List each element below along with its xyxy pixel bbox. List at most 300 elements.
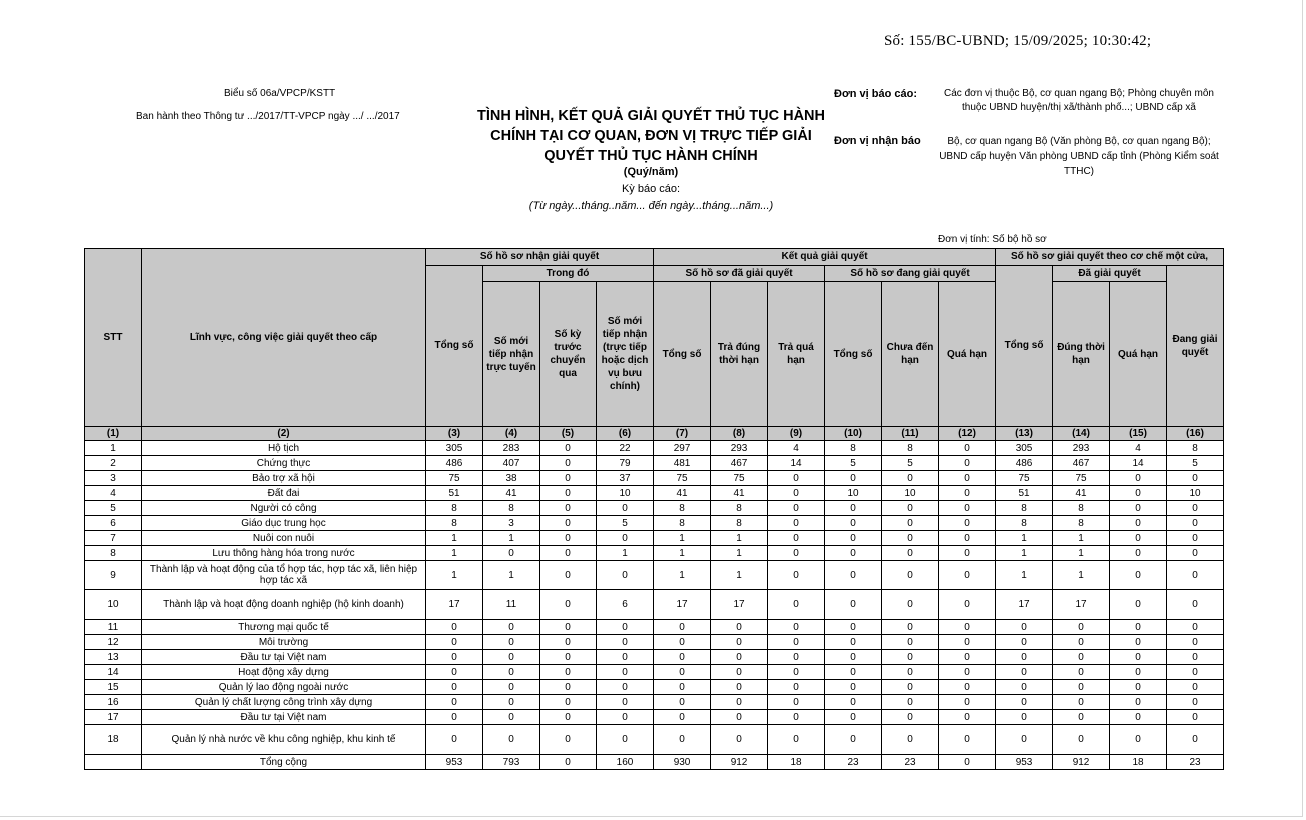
header-on-time: Trả đúng thời hạn bbox=[711, 282, 768, 427]
row-value: 1 bbox=[426, 561, 483, 590]
row-value: 75 bbox=[711, 471, 768, 486]
row-value: 0 bbox=[882, 471, 939, 486]
row-value: 5 bbox=[1167, 456, 1224, 471]
row-value: 17 bbox=[711, 590, 768, 620]
row-value: 283 bbox=[483, 441, 540, 456]
row-value: 0 bbox=[996, 620, 1053, 635]
col-number: (11) bbox=[882, 427, 939, 441]
row-value: 0 bbox=[1167, 531, 1224, 546]
row-value: 0 bbox=[939, 725, 996, 755]
header-received-total: Tổng số bbox=[426, 265, 483, 427]
row-value: 0 bbox=[711, 650, 768, 665]
row-value: 17 bbox=[996, 590, 1053, 620]
row-value: 75 bbox=[654, 471, 711, 486]
row-value: 41 bbox=[654, 486, 711, 501]
row-stt: 11 bbox=[85, 620, 142, 635]
row-value: 0 bbox=[483, 695, 540, 710]
row-value: 1 bbox=[996, 531, 1053, 546]
row-field-name: Môi trường bbox=[142, 635, 426, 650]
row-value: 11 bbox=[483, 590, 540, 620]
row-value: 0 bbox=[939, 710, 996, 725]
row-value: 0 bbox=[882, 590, 939, 620]
row-value: 0 bbox=[540, 561, 597, 590]
row-value: 6 bbox=[597, 590, 654, 620]
row-value: 0 bbox=[597, 501, 654, 516]
row-value: 0 bbox=[882, 695, 939, 710]
row-value: 0 bbox=[825, 635, 882, 650]
row-stt: 9 bbox=[85, 561, 142, 590]
row-value: 0 bbox=[711, 710, 768, 725]
document-number: Số: 155/BC-UBND; 15/09/2025; 10:30:42; bbox=[884, 33, 1152, 49]
row-value: 0 bbox=[1167, 725, 1224, 755]
row-value: 0 bbox=[825, 695, 882, 710]
row-stt: 1 bbox=[85, 441, 142, 456]
col-number: (12) bbox=[939, 427, 996, 441]
row-value: 1 bbox=[1053, 546, 1110, 561]
row-value: 0 bbox=[1167, 471, 1224, 486]
row-value: 23 bbox=[1167, 755, 1224, 770]
row-value: 0 bbox=[540, 501, 597, 516]
report-title: TÌNH HÌNH, KẾT QUẢ GIẢI QUYẾT THỦ TỤC HÀNH CHÍNH TẠI CƠ QUAN, ĐƠN VỊ TRỰC TIẾP GIẢI QUYẾT THỦ TỤC HÀNH CHÍNH bbox=[477, 108, 825, 164]
row-value: 0 bbox=[1110, 531, 1167, 546]
row-value: 0 bbox=[426, 725, 483, 755]
col-number: (7) bbox=[654, 427, 711, 441]
row-value: 0 bbox=[1053, 710, 1110, 725]
row-field-name: Thành lập và hoạt động doanh nghiệp (hộ kinh doanh) bbox=[142, 590, 426, 620]
row-field-name: Đầu tư tại Việt nam bbox=[142, 710, 426, 725]
header-pending-total: Tổng số bbox=[825, 282, 882, 427]
form-code: Biểu số 06a/VPCP/KSTT bbox=[224, 88, 336, 99]
row-value: 481 bbox=[654, 456, 711, 471]
row-stt: 2 bbox=[85, 456, 142, 471]
row-value: 14 bbox=[768, 456, 825, 471]
row-value: 0 bbox=[768, 620, 825, 635]
row-value: 0 bbox=[768, 516, 825, 531]
row-value: 0 bbox=[996, 725, 1053, 755]
table-row bbox=[85, 635, 1224, 650]
row-value: 0 bbox=[1110, 516, 1167, 531]
row-value: 18 bbox=[1110, 755, 1167, 770]
row-value: 0 bbox=[1110, 665, 1167, 680]
row-field-name: Thương mại quốc tế bbox=[142, 620, 426, 635]
row-value: 0 bbox=[1167, 590, 1224, 620]
col-number: (13) bbox=[996, 427, 1053, 441]
row-value: 0 bbox=[1110, 486, 1167, 501]
row-value: 0 bbox=[768, 635, 825, 650]
table-row bbox=[85, 665, 1224, 680]
row-value: 0 bbox=[540, 680, 597, 695]
row-value: 22 bbox=[597, 441, 654, 456]
row-value: 0 bbox=[882, 710, 939, 725]
header-new-online: Số mới tiếp nhận trực tuyến bbox=[483, 282, 540, 427]
row-value: 51 bbox=[426, 486, 483, 501]
row-value: 23 bbox=[825, 755, 882, 770]
table-row bbox=[85, 516, 1224, 531]
col-number: (16) bbox=[1167, 427, 1224, 441]
row-stt: 8 bbox=[85, 546, 142, 561]
row-value: 0 bbox=[597, 635, 654, 650]
row-value: 1 bbox=[483, 561, 540, 590]
row-value: 0 bbox=[483, 546, 540, 561]
row-value: 0 bbox=[768, 725, 825, 755]
row-value: 1 bbox=[426, 546, 483, 561]
row-value: 0 bbox=[882, 501, 939, 516]
row-stt: 16 bbox=[85, 695, 142, 710]
row-value: 0 bbox=[825, 590, 882, 620]
row-value: 0 bbox=[597, 561, 654, 590]
row-value: 0 bbox=[882, 516, 939, 531]
row-value: 0 bbox=[996, 650, 1053, 665]
row-value: 75 bbox=[996, 471, 1053, 486]
row-value: 0 bbox=[825, 501, 882, 516]
row-value: 41 bbox=[483, 486, 540, 501]
row-value: 0 bbox=[654, 725, 711, 755]
table-row bbox=[85, 486, 1224, 501]
row-value: 0 bbox=[483, 725, 540, 755]
row-value: 0 bbox=[540, 546, 597, 561]
row-value: 0 bbox=[1167, 561, 1224, 590]
table-row bbox=[85, 680, 1224, 695]
row-value: 293 bbox=[711, 441, 768, 456]
row-value: 0 bbox=[939, 620, 996, 635]
row-value: 1 bbox=[654, 561, 711, 590]
row-value: 14 bbox=[1110, 456, 1167, 471]
header-group-onestop: Số hồ sơ giải quyết theo cơ chế một cửa, bbox=[996, 249, 1224, 266]
row-value: 0 bbox=[1110, 725, 1167, 755]
header-group-received: Số hồ sơ nhận giải quyết bbox=[426, 249, 654, 266]
row-stt: 10 bbox=[85, 590, 142, 620]
row-value: 1 bbox=[1053, 561, 1110, 590]
col-number: (9) bbox=[768, 427, 825, 441]
col-number: (1) bbox=[85, 427, 142, 441]
row-stt: 13 bbox=[85, 650, 142, 665]
col-number: (2) bbox=[142, 427, 426, 441]
header-field: Lĩnh vực, công việc giải quyết theo cấp bbox=[142, 249, 426, 427]
row-value: 1 bbox=[597, 546, 654, 561]
row-value: 0 bbox=[825, 620, 882, 635]
row-field-name: Đất đai bbox=[142, 486, 426, 501]
total-row bbox=[85, 755, 1224, 770]
row-value: 0 bbox=[426, 650, 483, 665]
row-value: 0 bbox=[768, 471, 825, 486]
row-value: 0 bbox=[1110, 561, 1167, 590]
row-stt: 18 bbox=[85, 725, 142, 755]
results-table bbox=[84, 248, 1224, 770]
header-onestop-total: Tổng số bbox=[996, 265, 1053, 427]
row-value: 0 bbox=[1110, 620, 1167, 635]
row-value: 0 bbox=[1167, 546, 1224, 561]
row-value: 0 bbox=[768, 501, 825, 516]
row-field-name: Người có công bbox=[142, 501, 426, 516]
row-value: 0 bbox=[882, 620, 939, 635]
row-value: 0 bbox=[540, 665, 597, 680]
row-value: 75 bbox=[1053, 471, 1110, 486]
row-value: 0 bbox=[1053, 650, 1110, 665]
row-value: 0 bbox=[1110, 695, 1167, 710]
row-value: 0 bbox=[825, 680, 882, 695]
row-value: 0 bbox=[483, 650, 540, 665]
row-value: 0 bbox=[426, 680, 483, 695]
row-value: 0 bbox=[711, 620, 768, 635]
row-value: 953 bbox=[426, 755, 483, 770]
reporting-unit-label: Đơn vị báo cáo: bbox=[834, 88, 917, 100]
row-value: 0 bbox=[1167, 680, 1224, 695]
row-value: 0 bbox=[540, 531, 597, 546]
row-field-name: Bảo trợ xã hội bbox=[142, 471, 426, 486]
report-period-label: Kỳ báo cáo: bbox=[621, 183, 681, 195]
row-value: 0 bbox=[1167, 620, 1224, 635]
issued-by-text: Ban hành theo Thông tư .../2017/TT-VPCP ngày .../ .../2017 bbox=[136, 111, 400, 122]
header-resolved: Số hồ sơ đã giải quyết bbox=[654, 265, 825, 282]
row-value: 0 bbox=[1110, 471, 1167, 486]
row-value: 0 bbox=[426, 620, 483, 635]
row-value: 0 bbox=[768, 590, 825, 620]
row-value: 0 bbox=[825, 531, 882, 546]
row-value: 0 bbox=[540, 635, 597, 650]
row-stt bbox=[85, 755, 142, 770]
table-row bbox=[85, 501, 1224, 516]
table-row bbox=[85, 441, 1224, 456]
row-field-name: Giáo dục trung học bbox=[142, 516, 426, 531]
table-row bbox=[85, 546, 1224, 561]
row-value: 407 bbox=[483, 456, 540, 471]
row-value: 0 bbox=[540, 486, 597, 501]
row-value: 5 bbox=[597, 516, 654, 531]
row-value: 41 bbox=[711, 486, 768, 501]
row-value: 0 bbox=[654, 695, 711, 710]
row-value: 0 bbox=[597, 531, 654, 546]
row-value: 0 bbox=[654, 650, 711, 665]
row-value: 1 bbox=[996, 561, 1053, 590]
header-late: Trả quá hạn bbox=[768, 282, 825, 427]
row-value: 0 bbox=[768, 710, 825, 725]
row-value: 0 bbox=[882, 665, 939, 680]
row-value: 953 bbox=[996, 755, 1053, 770]
row-value: 0 bbox=[711, 695, 768, 710]
row-value: 5 bbox=[825, 456, 882, 471]
row-value: 0 bbox=[939, 650, 996, 665]
row-value: 0 bbox=[483, 680, 540, 695]
table-row bbox=[85, 650, 1224, 665]
row-value: 0 bbox=[939, 755, 996, 770]
row-value: 10 bbox=[597, 486, 654, 501]
row-value: 75 bbox=[426, 471, 483, 486]
row-value: 1 bbox=[711, 546, 768, 561]
header-onestop-overdue: Quá hạn bbox=[1110, 282, 1167, 427]
row-value: 912 bbox=[1053, 755, 1110, 770]
header-onestop-in-progress: Đang giải quyết bbox=[1167, 265, 1224, 427]
row-value: 0 bbox=[1053, 635, 1110, 650]
row-stt: 7 bbox=[85, 531, 142, 546]
row-value: 0 bbox=[768, 531, 825, 546]
row-value: 3 bbox=[483, 516, 540, 531]
row-value: 79 bbox=[597, 456, 654, 471]
row-value: 0 bbox=[768, 546, 825, 561]
row-value: 0 bbox=[711, 635, 768, 650]
row-value: 0 bbox=[540, 650, 597, 665]
row-value: 0 bbox=[540, 695, 597, 710]
row-value: 8 bbox=[426, 501, 483, 516]
row-field-name: Tổng cộng bbox=[142, 755, 426, 770]
row-value: 0 bbox=[483, 710, 540, 725]
row-value: 0 bbox=[540, 471, 597, 486]
row-value: 0 bbox=[426, 665, 483, 680]
row-value: 0 bbox=[597, 725, 654, 755]
row-value: 0 bbox=[654, 665, 711, 680]
row-value: 305 bbox=[996, 441, 1053, 456]
row-value: 8 bbox=[1053, 501, 1110, 516]
header-pending: Số hồ sơ đang giải quyết bbox=[825, 265, 996, 282]
row-value: 0 bbox=[939, 531, 996, 546]
row-value: 0 bbox=[1110, 710, 1167, 725]
row-value: 8 bbox=[483, 501, 540, 516]
row-value: 0 bbox=[654, 620, 711, 635]
row-value: 0 bbox=[711, 665, 768, 680]
row-value: 0 bbox=[768, 695, 825, 710]
row-value: 8 bbox=[1053, 516, 1110, 531]
row-value: 17 bbox=[426, 590, 483, 620]
header-overdue: Quá hạn bbox=[939, 282, 996, 427]
row-value: 0 bbox=[540, 710, 597, 725]
table-row bbox=[85, 710, 1224, 725]
row-value: 8 bbox=[711, 516, 768, 531]
row-value: 10 bbox=[1167, 486, 1224, 501]
row-stt: 5 bbox=[85, 501, 142, 516]
row-value: 8 bbox=[882, 441, 939, 456]
row-value: 38 bbox=[483, 471, 540, 486]
row-stt: 14 bbox=[85, 665, 142, 680]
row-value: 1 bbox=[483, 531, 540, 546]
row-value: 0 bbox=[825, 650, 882, 665]
row-value: 18 bbox=[768, 755, 825, 770]
row-value: 8 bbox=[1167, 441, 1224, 456]
row-value: 0 bbox=[711, 680, 768, 695]
row-value: 0 bbox=[1167, 650, 1224, 665]
row-value: 0 bbox=[882, 650, 939, 665]
row-value: 0 bbox=[939, 486, 996, 501]
row-value: 0 bbox=[1053, 695, 1110, 710]
row-value: 0 bbox=[882, 680, 939, 695]
row-value: 0 bbox=[1110, 501, 1167, 516]
header-carried-over: Số kỳ trước chuyển qua bbox=[540, 282, 597, 427]
row-value: 0 bbox=[768, 486, 825, 501]
row-value: 8 bbox=[654, 501, 711, 516]
row-field-name: Đầu tư tại Việt nam bbox=[142, 650, 426, 665]
col-number: (4) bbox=[483, 427, 540, 441]
row-value: 8 bbox=[825, 441, 882, 456]
row-value: 297 bbox=[654, 441, 711, 456]
row-value: 0 bbox=[540, 725, 597, 755]
row-value: 51 bbox=[996, 486, 1053, 501]
table-row bbox=[85, 620, 1224, 635]
header-not-due: Chưa đến hạn bbox=[882, 282, 939, 427]
col-number: (8) bbox=[711, 427, 768, 441]
col-number: (15) bbox=[1110, 427, 1167, 441]
row-value: 1 bbox=[711, 561, 768, 590]
row-stt: 12 bbox=[85, 635, 142, 650]
row-stt: 17 bbox=[85, 710, 142, 725]
row-value: 0 bbox=[1110, 590, 1167, 620]
row-value: 0 bbox=[597, 695, 654, 710]
row-field-name: Hộ tịch bbox=[142, 441, 426, 456]
table-row bbox=[85, 531, 1224, 546]
row-value: 467 bbox=[711, 456, 768, 471]
row-value: 0 bbox=[1110, 680, 1167, 695]
row-value: 8 bbox=[996, 501, 1053, 516]
row-value: 5 bbox=[882, 456, 939, 471]
row-value: 0 bbox=[1053, 620, 1110, 635]
table-row bbox=[85, 725, 1224, 755]
row-value: 486 bbox=[996, 456, 1053, 471]
row-value: 912 bbox=[711, 755, 768, 770]
row-value: 0 bbox=[882, 531, 939, 546]
row-value: 0 bbox=[768, 650, 825, 665]
row-value: 0 bbox=[1167, 501, 1224, 516]
table-row bbox=[85, 561, 1224, 590]
row-value: 0 bbox=[426, 710, 483, 725]
row-value: 0 bbox=[939, 665, 996, 680]
row-value: 486 bbox=[426, 456, 483, 471]
row-value: 0 bbox=[882, 561, 939, 590]
row-value: 8 bbox=[654, 516, 711, 531]
row-value: 41 bbox=[1053, 486, 1110, 501]
row-field-name: Nuôi con nuôi bbox=[142, 531, 426, 546]
row-value: 0 bbox=[825, 665, 882, 680]
row-value: 0 bbox=[939, 590, 996, 620]
row-value: 17 bbox=[1053, 590, 1110, 620]
row-stt: 6 bbox=[85, 516, 142, 531]
header-onestop-resolved: Đã giải quyết bbox=[1053, 265, 1167, 282]
header-new-direct: Số mới tiếp nhận (trực tiếp hoặc dịch vụ bưu chính) bbox=[597, 282, 654, 427]
row-value: 0 bbox=[540, 456, 597, 471]
reporting-unit-value: Các đơn vị thuộc Bộ, cơ quan ngang Bộ; Phòng chuyên môn thuộc UBND huyện/thị xã/thành phố...; UBND cấp xã bbox=[944, 88, 1214, 113]
row-value: 0 bbox=[597, 650, 654, 665]
row-value: 0 bbox=[825, 561, 882, 590]
row-value: 0 bbox=[540, 755, 597, 770]
row-field-name: Hoạt động xây dựng bbox=[142, 665, 426, 680]
row-value: 0 bbox=[711, 725, 768, 755]
report-date-range: (Từ ngày...tháng..năm... đến ngày...tháng...năm...) bbox=[528, 200, 774, 212]
row-value: 0 bbox=[1167, 635, 1224, 650]
header-group-result: Kết quả giải quyết bbox=[654, 249, 996, 266]
row-value: 1 bbox=[1053, 531, 1110, 546]
row-value: 37 bbox=[597, 471, 654, 486]
row-value: 0 bbox=[996, 710, 1053, 725]
row-value: 0 bbox=[1167, 516, 1224, 531]
row-value: 0 bbox=[654, 710, 711, 725]
row-stt: 4 bbox=[85, 486, 142, 501]
table-row bbox=[85, 695, 1224, 710]
row-value: 0 bbox=[426, 695, 483, 710]
row-value: 0 bbox=[825, 471, 882, 486]
receiving-unit-value: Bộ, cơ quan ngang Bộ (Văn phòng Bộ, cơ quan ngang Bộ); UBND cấp huyện Văn phòng UBND cấp tỉnh (Phòng Kiểm soát TTHC) bbox=[939, 136, 1219, 177]
row-value: 4 bbox=[1110, 441, 1167, 456]
row-field-name: Quản lý chất lượng công trình xây dựng bbox=[142, 695, 426, 710]
row-value: 0 bbox=[768, 680, 825, 695]
row-value: 930 bbox=[654, 755, 711, 770]
row-value: 0 bbox=[597, 665, 654, 680]
row-value: 1 bbox=[654, 546, 711, 561]
col-number: (10) bbox=[825, 427, 882, 441]
header-in-which: Trong đó bbox=[483, 265, 654, 282]
row-value: 0 bbox=[996, 680, 1053, 695]
row-value: 0 bbox=[939, 516, 996, 531]
row-value: 0 bbox=[540, 590, 597, 620]
row-value: 0 bbox=[654, 635, 711, 650]
row-value: 0 bbox=[1053, 725, 1110, 755]
row-value: 0 bbox=[483, 620, 540, 635]
header-resolved-total: Tổng số bbox=[654, 282, 711, 427]
